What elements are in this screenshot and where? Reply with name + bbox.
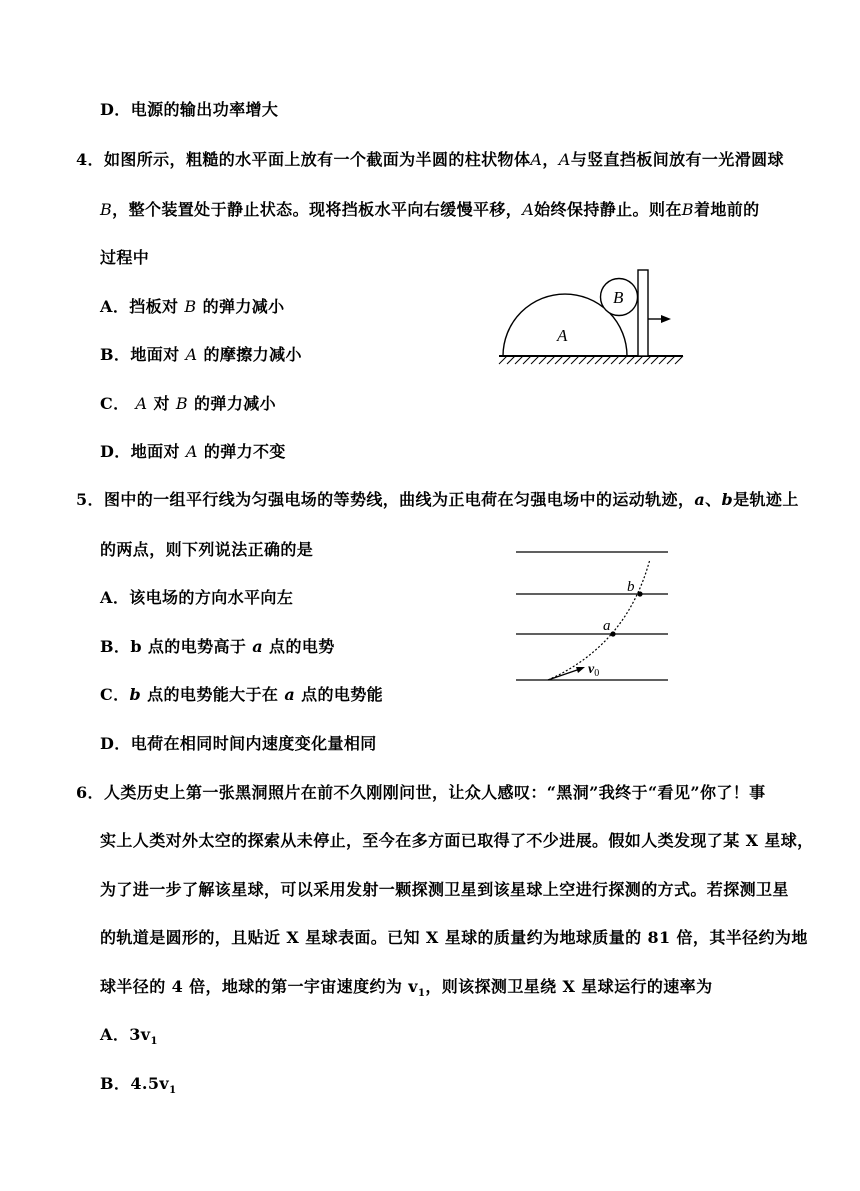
q4-option-b <box>100 345 302 365</box>
option-text: 电荷在相同时间内速度变化量相同 <box>130 734 377 753</box>
velocity-arrow-icon <box>548 669 580 680</box>
question-number: 6． <box>76 783 104 802</box>
option-text: 地面对 <box>130 442 180 461</box>
var-B: B <box>681 200 694 219</box>
var-a: a <box>252 637 264 656</box>
option-text: 的弹力不变 <box>203 442 286 461</box>
stem-text: 始终保持静止。则在 <box>534 200 682 219</box>
option-text: 点的电势能 <box>301 685 384 704</box>
stem-text: 的两点，则下列说法正确的是 <box>100 540 314 559</box>
stem-text: 为了进一步了解该星球，可以采用发射一颗探测卫星到该星球上空进行探测的方式。若探测卫星 <box>100 880 789 899</box>
label-v0: $v_0$ <box>588 662 600 679</box>
q6-stem-line-1 <box>76 783 766 803</box>
point-b <box>637 591 642 596</box>
option-text: 地面对 <box>130 345 180 364</box>
stem-text: 人类历史上第一张黑洞照片在前不久刚刚问世，让众人感叹：“黑洞”我终于“看见”你了！事 <box>103 783 766 802</box>
option-text: 电源的输出功率增大 <box>130 100 279 119</box>
q5-option-d <box>100 734 377 754</box>
equipotential-lines-diagram <box>512 545 672 690</box>
option-letter: B． <box>100 637 131 656</box>
var-b: b <box>129 685 142 704</box>
q5-stem-line-1 <box>76 490 799 510</box>
option-letter: A． <box>100 297 130 316</box>
arrow-head-icon <box>576 667 585 673</box>
label-B: B <box>613 288 624 307</box>
q5-option-c <box>100 685 383 705</box>
stem-text: 如图所示，粗糙的水平面上放有一个截面为半圆的柱状物体 <box>103 150 531 169</box>
option-text: 4.5v <box>130 1074 170 1093</box>
stem-text: 、 <box>705 490 722 509</box>
option-text: 3v <box>129 1025 151 1044</box>
semicircle-ball-board-diagram <box>495 266 685 372</box>
option-text: b 点的电势高于 <box>130 637 247 656</box>
option-letter: D． <box>100 100 131 119</box>
option-text: 挡板对 <box>129 297 179 316</box>
stem-text: 实上人类对外太空的探索从未停止，至今在多方面已取得了不少进展。假如人类发现了某 X 星球， <box>100 831 814 850</box>
var-A: A <box>135 394 148 413</box>
ground-hatching <box>499 356 683 364</box>
point-a <box>610 631 615 636</box>
stem-text: 是轨迹上 <box>733 490 799 509</box>
question-number: 4． <box>76 150 104 169</box>
option-letter: C． <box>100 394 130 413</box>
q4-option-d <box>100 442 286 462</box>
stem-text: 过程中 <box>100 248 150 267</box>
q4-stem-line-2 <box>100 200 760 220</box>
stem-text: ，整个装置处于静止状态。现将挡板水平向右缓慢平移， <box>112 200 523 219</box>
q6-option-b <box>100 1074 176 1101</box>
stem-text: ， <box>542 150 559 169</box>
question-number: 5． <box>76 490 104 509</box>
q4-option-a <box>100 297 285 317</box>
option-text: 该电场的方向水平向左 <box>129 588 294 607</box>
option-letter: C． <box>100 685 130 704</box>
stem-text: 球半径的 4 倍，地球的第一宇宙速度约为 v <box>100 977 418 996</box>
var-B: B <box>175 394 189 413</box>
option-text: 的弹力减小 <box>194 394 277 413</box>
var-b: b <box>721 490 734 509</box>
var-B: B <box>100 200 113 219</box>
stem-text: 与竖直挡板间放有一光滑圆球 <box>570 150 784 169</box>
option-letter: D． <box>100 734 131 753</box>
q6-stem-line-2 <box>100 831 814 851</box>
option-text: 对 <box>153 394 170 413</box>
vertical-board <box>638 270 648 356</box>
subscript: 1 <box>150 1036 158 1048</box>
subscript: 1 <box>417 988 426 1000</box>
q4-stem-line-3 <box>100 248 149 268</box>
q6-stem-line-4 <box>100 928 808 948</box>
q6-stem-line-5 <box>100 977 712 1004</box>
var-B: B <box>184 297 197 316</box>
q4-option-c <box>100 394 276 414</box>
var-A: A <box>185 345 198 364</box>
q4-stem-line-1 <box>76 150 784 170</box>
option-text: 点的电势能大于在 <box>147 685 279 704</box>
trajectory-curve <box>548 559 650 680</box>
var-A: A <box>522 200 535 219</box>
var-a: a <box>284 685 296 704</box>
option-text: 的弹力减小 <box>202 297 285 316</box>
option-letter: A． <box>100 588 130 607</box>
var-A: A <box>558 150 571 169</box>
option-letter: D． <box>100 442 131 461</box>
option-letter: B． <box>100 345 131 364</box>
stem-text: 的轨道是圆形的，且贴近 X 星球表面。已知 X 星球的质量约为地球质量的 81 倍，其半径约为地 <box>100 928 808 947</box>
label-A: A <box>557 326 568 345</box>
subscript: 1 <box>169 1085 177 1097</box>
q5-stem-line-2 <box>100 540 313 560</box>
option-letter: B． <box>100 1074 131 1093</box>
option-text: 点的电势 <box>269 637 335 656</box>
var-A: A <box>185 442 198 461</box>
label-a: a <box>603 618 611 634</box>
q6-stem-line-3 <box>100 880 789 900</box>
stem-text: 着地前的 <box>693 200 760 219</box>
q6-option-a <box>100 1025 158 1052</box>
q4-figure <box>495 266 685 372</box>
arrow-head-icon <box>661 315 671 323</box>
q3-option-d <box>100 100 278 120</box>
var-a: a <box>694 490 706 509</box>
option-letter: A． <box>100 1025 130 1044</box>
stem-text: 图中的一组平行线为匀强电场的等势线，曲线为正电荷在匀强电场中的运动轨迹， <box>103 490 695 509</box>
label-b: b <box>627 579 635 595</box>
q5-figure <box>512 545 672 690</box>
option-text: 的摩擦力减小 <box>203 345 302 364</box>
q5-option-b <box>100 637 335 657</box>
var-A: A <box>530 150 543 169</box>
stem-text: ，则该探测卫星绕 X 星球运行的速率为 <box>425 977 713 996</box>
q5-option-a <box>100 588 293 608</box>
